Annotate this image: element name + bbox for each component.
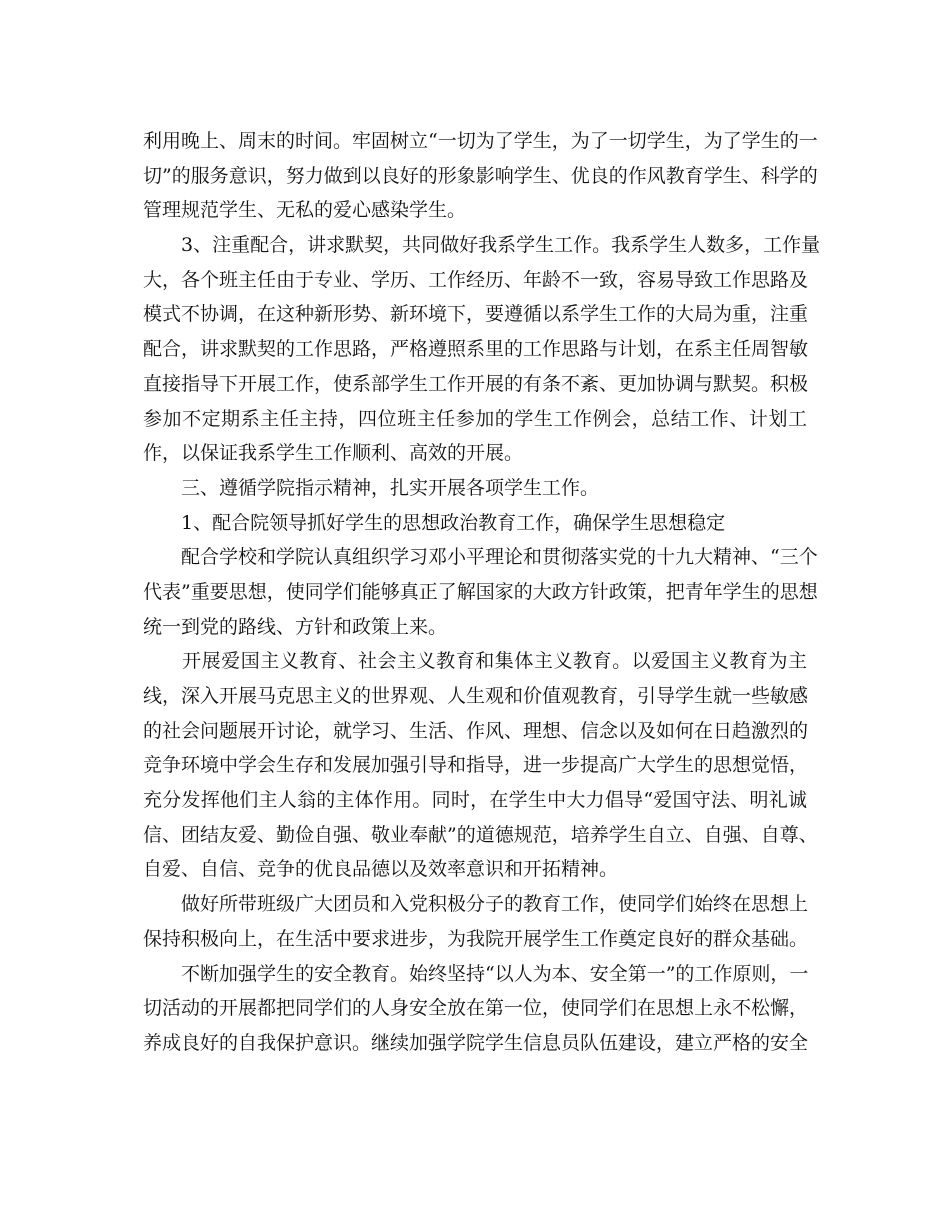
text-line: 代表”重要思想，使同学们能够真正了解国家的大政方针政策，把青年学生的思想 [143, 580, 818, 603]
text-line: 的社会问题展开讨论，就学习、生活、作风、理想、信念以及如何在日趋激烈的 [143, 719, 809, 742]
paragraph [143, 887, 807, 956]
text-line: 大，各个班主任由于专业、学历、工作经历、年龄不一致，容易导致工作思路及 [143, 268, 809, 291]
text-line: 养成良好的自我保护意识。继续加强学院学生信息员队伍建设，建立严格的安全 [143, 1031, 809, 1054]
text-line: 不断加强学生的安全教育。始终坚持“以人为本、安全第一”的工作原则，一 [143, 962, 809, 985]
text-line: 作，以保证我系学生工作顺利、高效的开展。 [143, 442, 524, 465]
text-line: 做好所带班级广大团员和入党积极分子的教育工作，使同学们始终在思想上 [143, 893, 809, 916]
text-line: 充分发挥他们主人翁的主体作用。同时，在学生中大力倡导“爱国守法、明礼诚 [143, 789, 807, 812]
subsection-heading [143, 506, 807, 541]
text-line: 自爱、自信、竞争的优良品德以及效率意识和开拓精神。 [143, 858, 619, 881]
text-line: 竞争环境中学会生存和发展加强引导和指导，进一步提高广大学生的思想觉悟， [143, 754, 809, 777]
text-line: 统一到党的路线、方针和政策上来。 [143, 615, 448, 638]
text-line: 信、团结友爱、勤俭自强、敬业奉献”的道德规范，培养学生自立、自强、自尊、 [143, 823, 818, 846]
text-line: 保持积极向上，在生活中要求进步，为我院开展学生工作奠定良好的群众基础。 [143, 927, 809, 950]
text-line: 开展爱国主义教育、社会主义教育和集体主义教育。以爱国主义教育为主 [143, 650, 807, 673]
text-line: 模式不协调，在这种新形势、新环境下，要遵循以系学生工作的大局为重，注重 [143, 303, 809, 326]
document-body [143, 124, 821, 1061]
paragraph [143, 228, 821, 471]
text-line: 参加不定期系主任主持，四位班主任参加的学生工作例会，总结工作、计划工 [143, 407, 807, 430]
text-line: 线，深入开展马克思主义的世界观、人生观和价值观教育，引导学生就一些敏感 [143, 685, 809, 707]
text-line: 管理规范学生、无私的爱心感染学生。 [143, 199, 467, 222]
text-line: 配合学校和学院认真组织学习邓小平理论和贯彻落实党的十九大精神、“三个 [143, 546, 818, 569]
text-line: 切活动的开展都把同学们的人身安全放在第一位，使同学们在思想上永不松懈， [143, 997, 809, 1020]
text-line: 直接指导下开展工作，使系部学生工作开展的有条不紊、更加协调与默契。积极 [143, 372, 809, 395]
text-line: 利用晚上、周末的时间。牢固树立“一切为了学生，为了一切学生，为了学生的一 [143, 130, 818, 152]
section-heading [143, 471, 807, 506]
text-line: 1、配合院领导抓好学生的思想政治教育工作，确保学生思想稳定 [143, 511, 726, 534]
text-line: 三、遵循学院指示精神，扎实开展各项学生工作。 [143, 476, 600, 499]
paragraph [143, 644, 818, 887]
text-line: 3、注重配合，讲求默契，共同做好我系学生工作。我系学生人数多，工作量 [143, 234, 821, 257]
paragraph [143, 957, 807, 1061]
paragraph [143, 124, 818, 228]
text-line: 切”的服务意识，努力做到以良好的形象影响学生、优良的作风教育学生、科学的 [143, 164, 818, 187]
paragraph [143, 540, 818, 644]
text-line: 配合，讲求默契的工作思路，严格遵照系里的工作思路与计划，在系主任周智敏 [143, 338, 809, 361]
